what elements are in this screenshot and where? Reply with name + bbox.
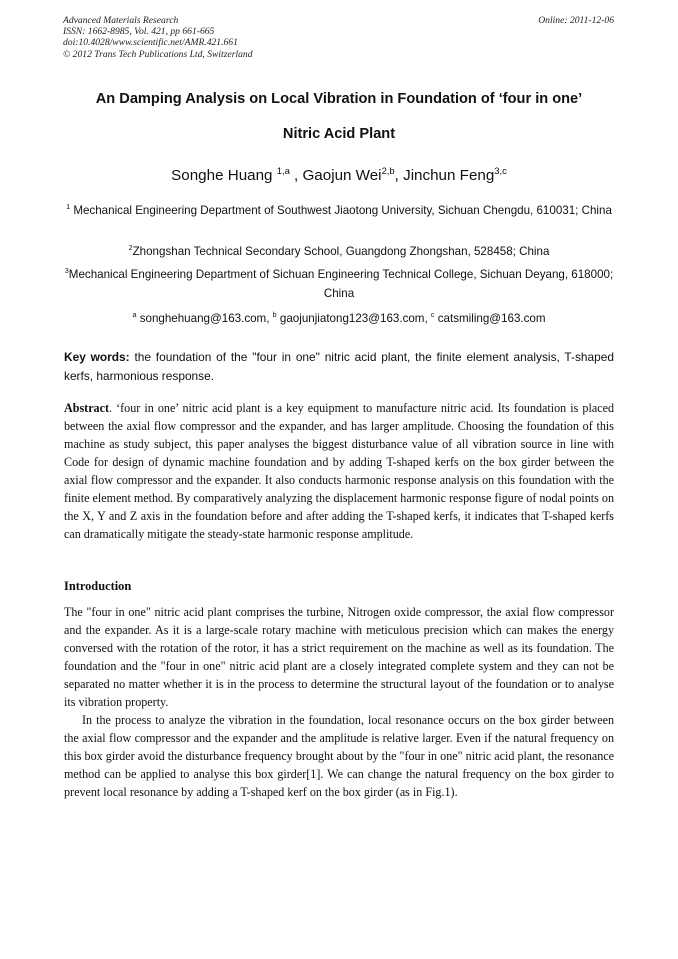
email-sup: b	[272, 310, 277, 320]
author-list: Songhe Huang $^{1,a}$ , Gaojun Wei$^{2,b}$, Jinchun Feng$^{3,c}$	[171, 164, 507, 184]
author-name: Songhe Huang	[171, 167, 273, 184]
keywords-label: Key words:	[64, 350, 130, 364]
email-sup: c	[430, 310, 435, 320]
author-sup: 1,a	[276, 164, 290, 176]
affiliation-sup: 2	[128, 243, 133, 253]
affiliation-1	[60, 201, 618, 220]
paper-title-line2: Nitric Acid Plant	[282, 126, 396, 142]
email: gaojunjiatong123@163.com,	[279, 312, 428, 325]
email-list	[60, 309, 618, 328]
page-header	[63, 15, 614, 60]
intro-paragraph-1: The "four in one" nitric acid plant comprises the turbine, Nitrogen oxide compressor, the axial flow compressor and the expander. As it is a large-scale rotary machine with meticulous precision which can makes the energy conversed with the rotation of the rotor, it has a strict requirement on the machine as well as its foundation. The foundation and the "four in one" nitric acid plant are a closely integrated complete system and they can not be separated no matter whether it is in the process to determine the structural layout of the foundation or to analyse its vibration property.	[64, 605, 614, 709]
intro-paragraph-2: In the process to analyze the vibration in the foundation, local resonance occurs on the box girder between the axial flow compressor and the expander and the amplitude is relative larger. Even if the natural frequency on this box girder avoid the disturbance frequency brought about by the "four in one" nitric acid plant, the resonance method can be applied to analyse this box girder[1]. We can change the natural frequency on the box girder to prevent local resonance by adding a T-shaped kerf on the box girder (as in Fig.1).	[64, 713, 614, 799]
affiliation-sup: 1	[66, 202, 71, 212]
abstract-text: . ‘four in one’ nitric acid plant is a key equipment to manufacture nitric acid. Its foundation is placed between the axial flow compressor and the expander, and has larger amplitude. Choosing the foundation of this machine as study subject, this paper analyses the biggest disturbance value of all vibration source in line with Code for design of dynamic machine foundation and by adding T-shaped kerfs on the box girder between the axial flow compressor and the expander. It also conducts harmonic response analysis on this foundation with the finite element method. By comparatively analyzing the displacement harmonic response figure of nodal points on the X, Y and Z axis in the foundation before and after adding the T-shaped kerfs, it indicates that T-shaped kerfs can dramatically mitigate the steady-state harmonic response amplitude.	[64, 401, 614, 541]
author-name: Gaojun Wei	[302, 167, 382, 184]
author-sup: 2,b	[381, 164, 395, 176]
abstract-label: Abstract	[64, 401, 110, 415]
affiliation-sup: 3	[64, 266, 69, 276]
section-heading-introduction: Introduction	[64, 579, 132, 593]
keywords-text: the foundation of the "four in one" nitric acid plant, the finite element analysis, T-shaped kerfs, harmonious response.	[64, 350, 614, 383]
online-date: Online: 2011-12-06	[538, 15, 614, 26]
copyright: © 2012 Trans Tech Publications Ltd, Switzerland	[63, 48, 253, 60]
doi: doi:10.4028/www.scientific.net/AMR.421.661	[63, 37, 238, 49]
email: songhehuang@163.com,	[139, 312, 270, 325]
email: catsmiling@163.com	[437, 312, 546, 325]
abstract	[64, 399, 614, 543]
affiliation-text: Mechanical Engineering Department of Sichuan Engineering Technical College, Sichuan Deyang, 618000; China	[68, 268, 614, 300]
journal-name: Advanced Materials Research	[63, 15, 179, 26]
affiliation-text: Zhongshan Technical Secondary School, Guangdong Zhongshan, 528458; China	[132, 245, 550, 258]
author-name: Jinchun Feng	[403, 167, 495, 184]
keywords	[64, 348, 614, 386]
affiliation-3	[60, 265, 618, 303]
issn: ISSN: 1662-8985, Vol. 421, pp 661-665	[63, 26, 215, 38]
affiliation-2	[60, 242, 618, 261]
affiliation-text: Mechanical Engineering Department of Southwest Jiaotong University, Sichuan Chengdu, 610031; China	[73, 204, 612, 217]
paper-title-line1: An Damping Analysis on Local Vibration in Foundation of ‘four in one’	[95, 91, 583, 107]
journal-info	[63, 15, 614, 60]
email-sup: a	[132, 310, 137, 320]
author-sup: 3,c	[494, 164, 507, 176]
